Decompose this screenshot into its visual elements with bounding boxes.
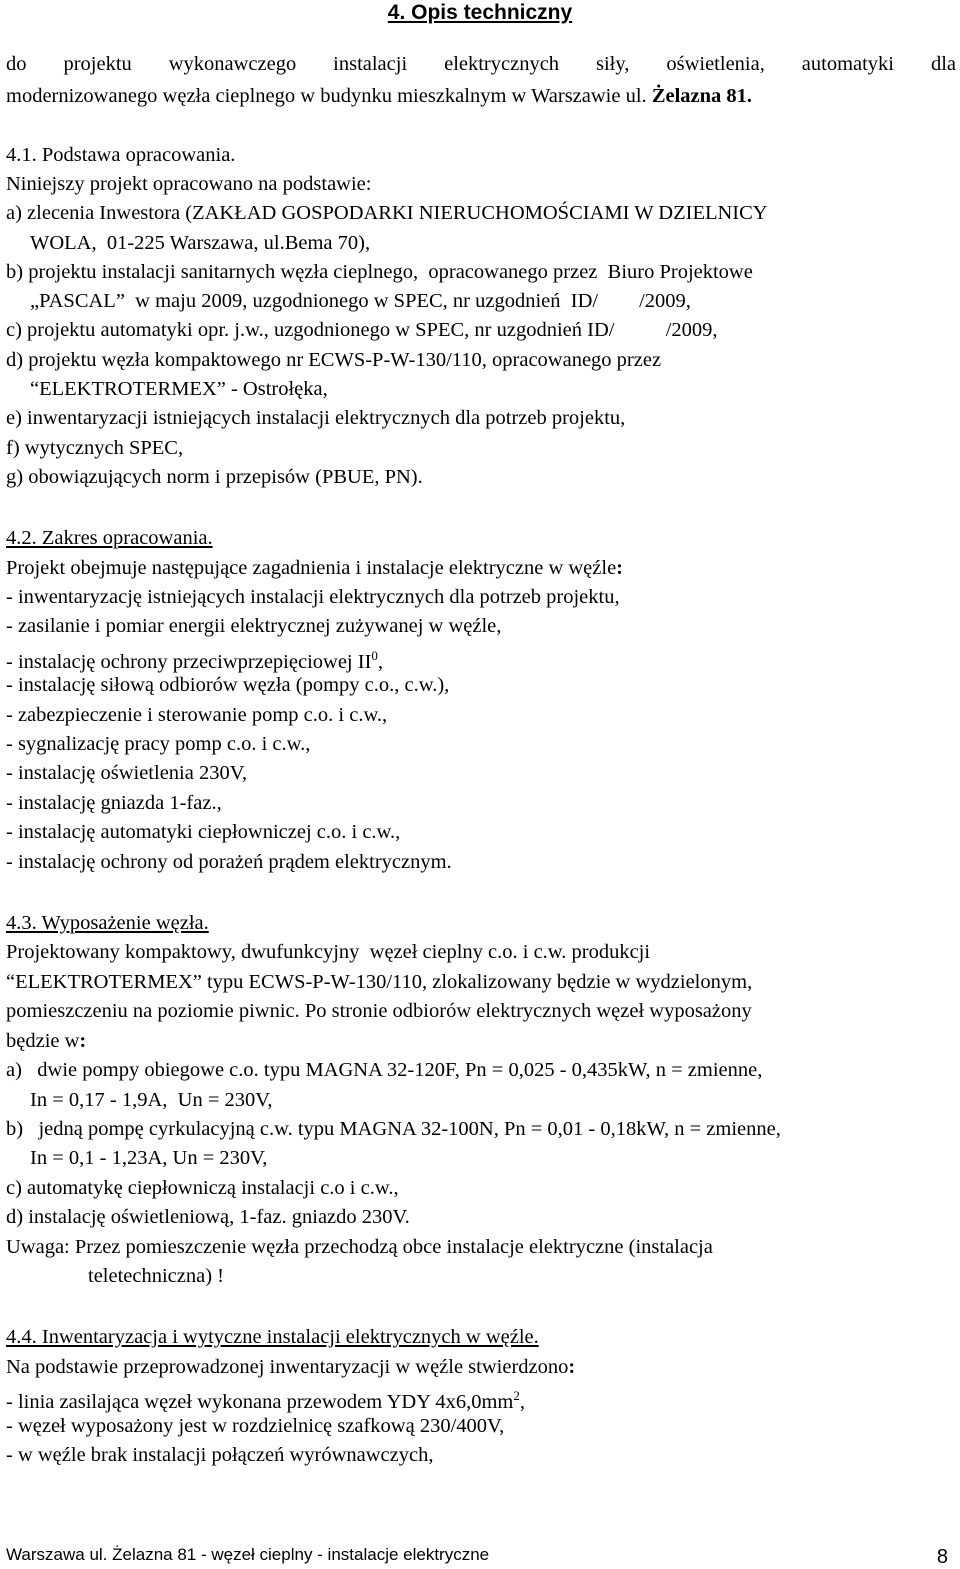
section-4-2-lead-text: Projekt obejmuje następujące zagadnienia i instalacje elektryczne w węźle — [6, 557, 617, 579]
intro-text: modernizowanego węzła cieplnego w budynku mieszkalnym w Warszawie ul. — [6, 85, 652, 107]
section-4-3-heading: 4.3. Wyposażenie węzła. — [6, 912, 209, 934]
section-4-1-lead: Niniejszy projekt opracowano na podstawie: — [6, 173, 372, 195]
section-4-2-heading: 4.2. Zakres opracowania. — [6, 527, 213, 549]
equipment-item-a-line2: In = 0,17 - 1,9A, Un = 230V, — [30, 1089, 273, 1111]
basis-item-a-address: Bema 70), — [284, 232, 371, 254]
equipment-item-a-line1: a) dwie pompy obiegowe c.o. typu MAGNA 32-120F, Pn = 0,025 - 0,435kW, n = zmienne, — [6, 1059, 763, 1081]
intro-line-1: do projektu wykonawczego instalacji elektrycznych siły, oświetlenia, automatyki dla — [6, 53, 956, 75]
scope-item: - zabezpieczenie i sterowanie pomp c.o. i c.w., — [6, 704, 388, 726]
basis-item-g: g) obowiązujących norm i przepisów (PBUE, PN). — [6, 466, 423, 488]
section-4-2-lead — [6, 556, 623, 580]
equipment-item-c: c) automatykę ciepłowniczą instalacji c.o i c.w., — [6, 1177, 399, 1199]
equipment-item-b-line1: b) jedną pompę cyrkulacyjną c.w. typu MAGNA 32-100N, Pn = 0,01 - 0,18kW, n = zmienne, — [6, 1118, 781, 1140]
inventory-item: - węzeł wyposażony jest w rozdzielnicę szafkową 230/400V, — [6, 1415, 505, 1437]
inventory-item — [6, 1384, 525, 1414]
basis-item-a-text: WOLA, 01-225 Warszawa, ul. — [30, 232, 285, 254]
inventory-item-superscript: 2 — [513, 1388, 520, 1403]
scope-item-text: - instalację ochrony przeciwprzepięciowej II — [6, 650, 372, 673]
scope-item: - inwentaryzację istniejących instalacji elektrycznych dla potrzeb projektu, — [6, 586, 620, 608]
scope-item-comma: , — [377, 650, 384, 673]
basis-item-a-line1: a) zlecenia Inwestora (ZAKŁAD GOSPODARKI NIERUCHOMOŚCIAMI W DZIELNICY — [6, 202, 768, 224]
equipment-line-4-text: będzie w — [6, 1030, 80, 1052]
scope-item: - instalację gniazda 1-faz., — [6, 792, 222, 814]
basis-item-e: e) inwentaryzacji istniejących instalacji elektrycznych dla potrzeb projektu, — [6, 407, 626, 429]
equipment-line-2: “ELEKTROTERMEX” typu ECWS-P-W-130/110, zlokalizowany będzie w wydzielonym, — [6, 971, 753, 993]
section-4-1-heading: 4.1. Podstawa opracowania. — [6, 144, 236, 166]
equipment-line-4 — [6, 1029, 86, 1053]
inventory-item-text: - linia zasilająca węzeł wykonana przewodem YDY 4x6,0mm — [6, 1390, 514, 1413]
note-line-1: Uwaga: Przez pomieszczenie węzła przechodzą obce instalacje elektryczne (instalacja — [6, 1236, 713, 1258]
basis-item-f: f) wytycznych SPEC, — [6, 437, 184, 459]
equipment-item-d: d) instalację oświetleniową, 1-faz. gniazdo 230V. — [6, 1206, 410, 1228]
inventory-item: - w węźle brak instalacji połączeń wyrównawczych, — [6, 1444, 434, 1466]
page-footer: Warszawa ul. Żelazna 81 - węzeł cieplny - instalacje elektryczne — [6, 1545, 490, 1564]
basis-item-a-line2 — [30, 231, 370, 255]
section-4-4-lead-text: Na podstawie przeprowadzonej inwentaryzacji w węźle stwierdzono — [6, 1356, 569, 1378]
section-4-4-heading: 4.4. Inwentaryzacja i wytyczne instalacji elektrycznych w węźle. — [6, 1326, 539, 1348]
section-4-4-lead-colon: : — [568, 1356, 576, 1378]
basis-item-d-line1: d) projektu węzła kompaktowego nr ECWS-P-W-130/110, opracowanego przez — [6, 349, 662, 371]
page-title: 4. Opis techniczny — [387, 1, 573, 24]
scope-item: - zasilanie i pomiar energii elektrycznej zużywanej w węźle, — [6, 615, 502, 637]
basis-item-b-line1: b) projektu instalacji sanitarnych węzła cieplnego, opracowanego przez Biuro Projektowe — [6, 261, 753, 283]
equipment-item-b-line2: In = 0,1 - 1,23A, Un = 230V, — [30, 1147, 268, 1169]
scope-item: - instalację siłową odbiorów węzła (pompy c.o., c.w.), — [6, 674, 450, 696]
section-4-4-lead — [6, 1355, 575, 1379]
scope-item-superscript: 0 — [371, 648, 378, 663]
intro-address: Żelazna 81. — [651, 85, 753, 107]
page-number: 8 — [936, 1546, 948, 1568]
equipment-line-4-colon: : — [79, 1030, 87, 1052]
basis-item-c: c) projektu automatyki opr. j.w., uzgodnionego w SPEC, nr uzgodnień ID/ /2009, — [6, 319, 718, 341]
inventory-item-comma: , — [519, 1390, 525, 1413]
scope-item: - instalację automatyki ciepłowniczej c.o. i c.w., — [6, 821, 401, 843]
scope-item: - instalację ochrony od porażeń prądem elektrycznym. — [6, 851, 452, 873]
equipment-line-3: pomieszczeniu na poziomie piwnic. Po stronie odbiorów elektrycznych węzeł wyposażony — [6, 1000, 752, 1022]
note-line-2: teletechniczna) ! — [88, 1265, 225, 1287]
basis-item-b-line2: „PASCAL” w maju 2009, uzgodnionego w SPEC, nr uzgodnień ID/ /2009, — [30, 290, 691, 312]
intro-line-2 — [6, 81, 752, 111]
equipment-line-1: Projektowany kompaktowy, dwufunkcyjny węzeł cieplny c.o. i c.w. produkcji — [6, 941, 651, 963]
scope-item: - instalację oświetlenia 230V, — [6, 762, 248, 784]
scope-item — [6, 644, 383, 674]
scope-item: - sygnalizację pracy pomp c.o. i c.w., — [6, 733, 311, 755]
section-4-2-lead-colon: : — [616, 557, 623, 579]
basis-item-d-line2: “ELEKTROTERMEX” - Ostrołęka, — [30, 378, 328, 400]
